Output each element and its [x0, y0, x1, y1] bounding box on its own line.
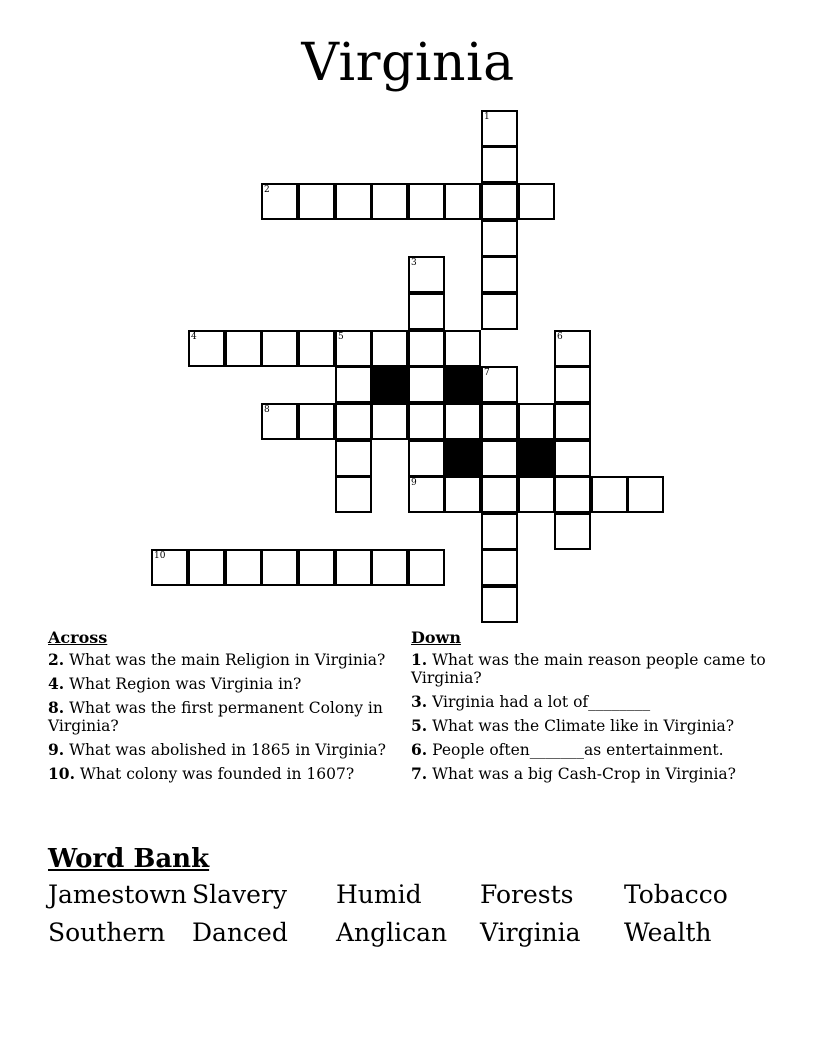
down-clue — [411, 741, 771, 759]
grid-cell[interactable] — [408, 440, 445, 477]
grid-cell[interactable] — [408, 549, 445, 586]
clue-num: 6. — [411, 740, 428, 759]
grid-cell[interactable] — [335, 549, 372, 586]
grid-cell[interactable] — [188, 549, 225, 586]
grid-cell[interactable] — [481, 403, 518, 440]
word-bank-title: Word Bank — [48, 844, 210, 874]
grid-cell[interactable] — [225, 330, 262, 367]
grid-cell[interactable] — [481, 513, 518, 550]
grid-cell[interactable] — [261, 183, 298, 220]
clue-num: 8. — [48, 698, 65, 717]
grid-cell[interactable] — [408, 330, 445, 367]
grid-cell[interactable] — [335, 366, 372, 403]
grid-cell[interactable] — [298, 549, 335, 586]
grid-cell[interactable] — [444, 403, 481, 440]
grid-cell[interactable] — [554, 476, 591, 513]
grid-cell[interactable] — [371, 549, 408, 586]
grid-cell[interactable] — [481, 366, 518, 403]
clue-text: What colony was founded in 1607? — [79, 765, 355, 783]
word-bank-word: Jamestown — [48, 880, 187, 909]
grid-cell[interactable] — [591, 476, 628, 513]
grid-cell[interactable] — [481, 549, 518, 586]
across-clue — [48, 651, 388, 669]
grid-cell[interactable] — [261, 330, 298, 367]
clue-num: 2. — [48, 650, 65, 669]
black-square — [371, 366, 408, 403]
grid-cell[interactable] — [481, 476, 518, 513]
clue-num: 4. — [48, 674, 65, 693]
clue-number: 1 — [484, 112, 490, 122]
puzzle-title: Virginia — [301, 33, 515, 93]
down-clue — [411, 693, 771, 711]
grid-cell[interactable] — [554, 366, 591, 403]
clue-number: 10 — [154, 551, 166, 561]
grid-cell[interactable] — [261, 549, 298, 586]
grid-cell[interactable] — [481, 440, 518, 477]
grid-cell[interactable] — [481, 256, 518, 293]
clue-number: 4 — [191, 332, 197, 342]
word-bank-word: Anglican — [336, 918, 448, 947]
clue-text: What was the Climate like in Virginia? — [432, 717, 735, 735]
down-clue — [411, 651, 771, 687]
grid-cell[interactable] — [335, 440, 372, 477]
word-bank-word: Slavery — [192, 880, 288, 909]
clue-number: 9 — [411, 478, 417, 488]
grid-cell[interactable] — [371, 403, 408, 440]
grid-cell[interactable] — [408, 366, 445, 403]
clue-text: What was the main Religion in Virginia? — [69, 651, 386, 669]
clue-num: 5. — [411, 716, 428, 735]
grid-cell[interactable] — [335, 476, 372, 513]
black-square — [444, 440, 481, 477]
grid-cell[interactable] — [408, 183, 445, 220]
grid-cell[interactable] — [481, 183, 518, 220]
grid-cell[interactable] — [261, 403, 298, 440]
black-square — [444, 366, 481, 403]
clue-text: What was the main reason people came to Virginia? — [411, 651, 766, 687]
clue-num: 3. — [411, 692, 428, 711]
grid-cell[interactable] — [335, 183, 372, 220]
across-clue — [48, 699, 388, 735]
grid-cell[interactable] — [554, 330, 591, 367]
grid-cell[interactable] — [335, 330, 372, 367]
across-clue — [48, 675, 388, 693]
word-bank-word: Wealth — [624, 918, 712, 947]
grid-cell[interactable] — [481, 293, 518, 330]
clue-num: 7. — [411, 764, 428, 783]
across-header: Across — [48, 628, 108, 647]
down-clue — [411, 765, 771, 783]
across-clues — [48, 629, 388, 789]
grid-cell[interactable] — [408, 403, 445, 440]
grid-cell[interactable] — [518, 476, 555, 513]
grid-cell[interactable] — [481, 220, 518, 257]
word-bank-word: Southern — [48, 918, 166, 947]
grid-cell[interactable] — [444, 330, 481, 367]
grid-cell[interactable] — [554, 403, 591, 440]
grid-cell[interactable] — [335, 403, 372, 440]
across-clue — [48, 765, 388, 783]
grid-cell[interactable] — [298, 330, 335, 367]
word-bank-word: Danced — [192, 918, 288, 947]
grid-cell[interactable] — [481, 110, 518, 147]
word-bank-word: Virginia — [480, 918, 581, 947]
grid-cell[interactable] — [225, 549, 262, 586]
clue-number: 7 — [484, 368, 490, 378]
clue-number: 8 — [264, 405, 270, 415]
grid-cell[interactable] — [554, 440, 591, 477]
clue-text: People often_______as entertainment. — [432, 741, 724, 759]
black-square — [518, 440, 555, 477]
down-clues — [411, 629, 771, 789]
grid-cell[interactable] — [408, 476, 445, 513]
clue-text: What was a big Cash-Crop in Virginia? — [432, 765, 736, 783]
grid-cell[interactable] — [408, 256, 445, 293]
down-header: Down — [411, 628, 461, 647]
word-bank-word: Humid — [336, 880, 422, 909]
clue-num: 10. — [48, 764, 75, 783]
clue-number: 5 — [338, 332, 344, 342]
grid-cell[interactable] — [188, 330, 225, 367]
grid-cell[interactable] — [518, 403, 555, 440]
grid-cell[interactable] — [518, 183, 555, 220]
clue-text: What was the first permanent Colony in Virginia? — [48, 699, 383, 735]
clue-num: 9. — [48, 740, 65, 759]
grid-cell[interactable] — [444, 476, 481, 513]
clue-num: 1. — [411, 650, 428, 669]
grid-cell[interactable] — [481, 586, 518, 623]
clue-text: Virginia had a lot of________ — [432, 693, 651, 711]
grid-cell[interactable] — [627, 476, 664, 513]
clue-text: What was abolished in 1865 in Virginia? — [69, 741, 386, 759]
word-bank-word: Forests — [480, 880, 574, 909]
grid-cell[interactable] — [151, 549, 188, 586]
grid-cell[interactable] — [444, 183, 481, 220]
word-bank-word: Tobacco — [624, 880, 728, 909]
grid-cell[interactable] — [554, 513, 591, 550]
clue-number: 2 — [264, 185, 270, 195]
clue-number: 6 — [557, 332, 563, 342]
down-clue — [411, 717, 771, 735]
across-clue — [48, 741, 388, 759]
grid-cell[interactable] — [371, 183, 408, 220]
word-bank — [48, 880, 768, 948]
grid-cell[interactable] — [298, 183, 335, 220]
clue-text: What Region was Virginia in? — [69, 675, 302, 693]
grid-cell[interactable] — [371, 330, 408, 367]
grid-cell[interactable] — [298, 403, 335, 440]
grid-cell[interactable] — [481, 146, 518, 183]
grid-cell[interactable] — [408, 293, 445, 330]
clue-number: 3 — [411, 258, 417, 268]
